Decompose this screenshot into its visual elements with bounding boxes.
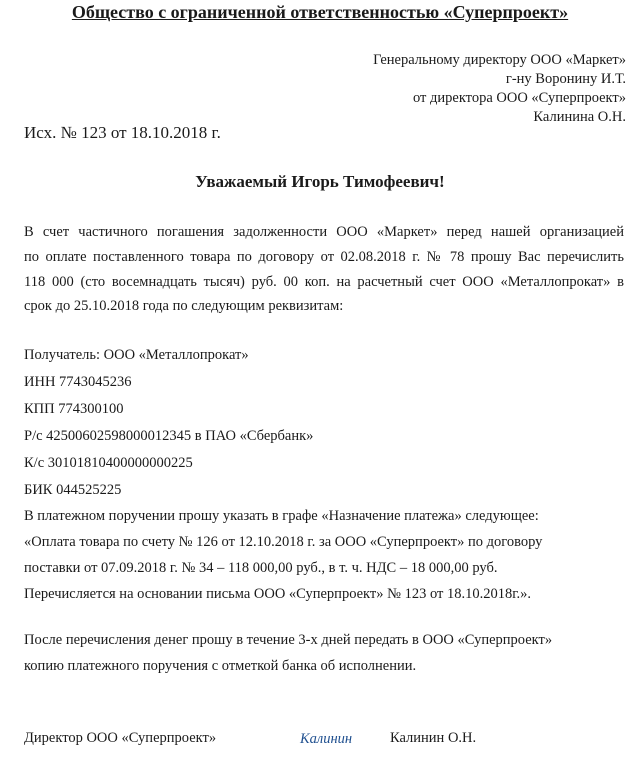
intro-line-2: по оплате поставленного товара по договору от 02.08.2018 г. № 78 прошу Вас перечислить <box>24 249 624 265</box>
payment-purpose-line-3: Перечисляется на основании письма ООО «Суперпроект» № 123 от 18.10.2018г.». <box>24 586 532 602</box>
outgoing-reference: Исх. № 123 от 18.10.2018 г. <box>24 123 221 142</box>
addressee-line-3: от директора ООО «Суперпроект» <box>412 90 626 106</box>
handwritten-signature: Калинин <box>300 731 353 747</box>
addressee-line-2: г-ну Воронину И.Т. <box>505 71 626 87</box>
greeting: Уважаемый Игорь Тимофеевич! <box>195 172 445 191</box>
closing-line-2: копию платежного поручения с отметкой банка об исполнении. <box>24 658 417 674</box>
corr-account-line: К/с 30101810400000000225 <box>24 455 193 471</box>
organization-title: Общество с ограниченной ответственностью «Суперпроект» <box>71 2 569 22</box>
payment-purpose-line-1: «Оплата товара по счету № 126 от 12.10.2018 г. за ООО «Суперпроект» по договору <box>24 534 543 550</box>
intro-line-4: срок до 25.10.2018 года по следующим реквизитам: <box>24 298 344 314</box>
intro-line-3: 118 000 (сто восемнадцать тысяч) руб. 00 коп. на расчетный счет ООО «Металлопрокат» в <box>24 274 624 290</box>
account-line: Р/с 42500602598000012345 в ПАО «Сбербанк» <box>24 428 314 444</box>
closing-line-1: После перечисления денег прошу в течение 3-х дней передать в ООО «Суперпроект» <box>24 632 553 648</box>
intro-line-1: В счет частичного погашения задолженности ООО «Маркет» перед нашей организацией <box>24 224 624 240</box>
addressee-line-4: Калинина О.Н. <box>533 109 626 125</box>
bik-line: БИК 044525225 <box>24 482 122 498</box>
signatory-name: Калинин О.Н. <box>390 730 477 746</box>
inn-line: ИНН 7743045236 <box>24 374 132 390</box>
recipient-line: Получатель: ООО «Металлопрокат» <box>24 347 249 363</box>
kpp-line: КПП 774300100 <box>24 401 124 417</box>
addressee-line-1: Генеральному директору ООО «Маркет» <box>373 52 626 68</box>
payment-purpose-line-2: поставки от 07.09.2018 г. № 34 – 118 000,00 руб., в т. ч. НДС – 18 000,00 руб. <box>24 560 498 576</box>
signatory-position: Директор ООО «Суперпроект» <box>24 730 217 746</box>
payment-purpose-intro: В платежном поручении прошу указать в графе «Назначение платежа» следующее: <box>24 508 539 524</box>
